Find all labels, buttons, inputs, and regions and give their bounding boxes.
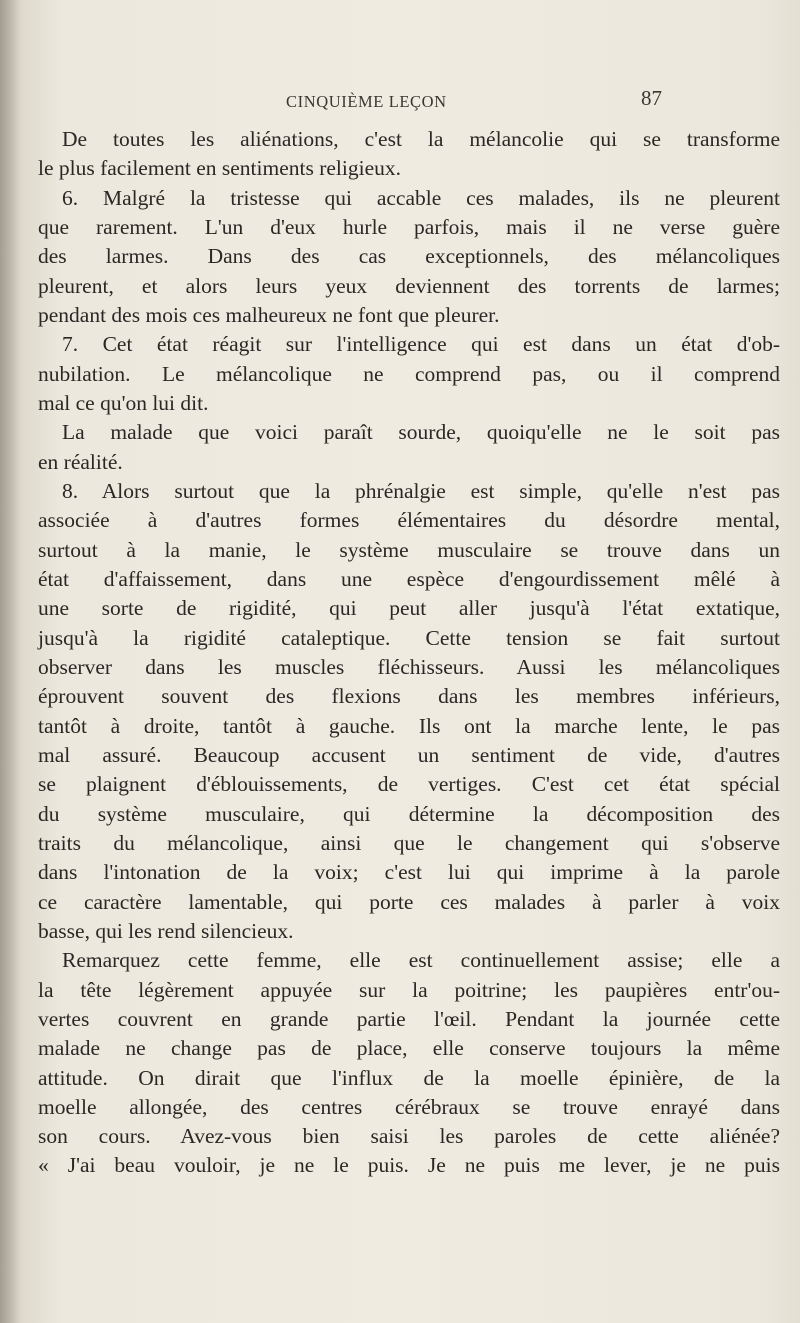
text-line: 8. Alors surtout que la phrénalgie est simple, qu'elle n'est pas [62,478,780,503]
text-line: malade ne change pas de place, elle conserve toujours la même [38,1036,780,1061]
text-line: son cours. Avez-vous bien saisi les paroles de cette aliénée? [38,1124,780,1149]
text-line: nubilation. Le mélancolique ne comprend pas, ou il comprend [38,361,780,386]
text-line: attitude. On dirait que l'influx de la moelle épinière, de la [38,1065,780,1090]
text-line: La malade que voici paraît sourde, quoiqu'elle ne le soit pas [62,420,780,445]
text-line: le plus facilement en sentiments religieux. [38,156,402,181]
text-line: basse, qui les rend silencieux. [38,918,294,943]
text-line: pleurent, et alors leurs yeux deviennent des torrents de larmes; [38,273,780,298]
text-line: observer dans les muscles fléchisseurs. Aussi les mélancoliques [38,654,780,679]
text-line: des larmes. Dans des cas exceptionnels, des mélancoliques [38,244,780,269]
page-number: 87 [641,86,662,110]
text-line: se plaignent d'éblouissements, de vertiges. C'est cet état spécial [38,772,780,797]
text-line: la tête légèrement appuyée sur la poitrine; les paupières entr'ou- [38,977,780,1002]
text-line: « J'ai beau vouloir, je ne le puis. Je ne puis me lever, je ne puis [38,1153,780,1178]
running-head [0,86,800,116]
text-line: 7. Cet état réagit sur l'intelligence qui est dans un état d'ob- [62,332,780,357]
text-line: état d'affaissement, dans une espèce d'engourdissement mêlé à [38,566,780,591]
text-line: mal ce qu'on lui dit. [38,390,209,415]
text-line: du système musculaire, qui détermine la décomposition des [38,801,780,826]
text-line: éprouvent souvent des flexions dans les membres inférieurs, [38,684,780,709]
text-line: moelle allongée, des centres cérébraux se trouve enrayé dans [38,1094,780,1119]
text-line: dans l'intonation de la voix; c'est lui qui imprime à la parole [38,860,780,885]
body-text [38,125,780,1181]
text-line: vertes couvrent en grande partie l'œil. Pendant la journée cette [38,1006,780,1031]
gutter-shadow [0,0,22,1323]
text-line: que rarement. L'un d'eux hurle parfois, mais il ne verse guère [38,214,780,239]
text-line: traits du mélancolique, ainsi que le changement qui s'observe [38,830,780,855]
text-line: tantôt à droite, tantôt à gauche. Ils ont la marche lente, le pas [38,713,780,738]
text-line: jusqu'à la rigidité cataleptique. Cette tension se fait surtout [38,625,780,650]
running-title: CINQUIÈME LEÇON [286,92,447,111]
text-line: ce caractère lamentable, qui porte ces malades à parler à voix [38,889,780,914]
text-line: pendant des mois ces malheureux ne font que pleurer. [38,302,500,327]
text-line: une sorte de rigidité, qui peut aller jusqu'à l'état extatique, [38,596,780,621]
text-line: Remarquez cette femme, elle est continuellement assise; elle a [62,948,780,973]
text-line: De toutes les aliénations, c'est la mélancolie qui se transforme [62,127,780,151]
text-line: surtout à la manie, le système musculaire se trouve dans un [38,537,780,562]
text-line: en réalité. [38,449,123,474]
text-line: associée à d'autres formes élémentaires du désordre mental, [38,508,780,533]
text-line: mal assuré. Beaucoup accusent un sentiment de vide, d'autres [38,742,780,767]
text-line: 6. Malgré la tristesse qui accable ces malades, ils ne pleurent [62,185,780,210]
